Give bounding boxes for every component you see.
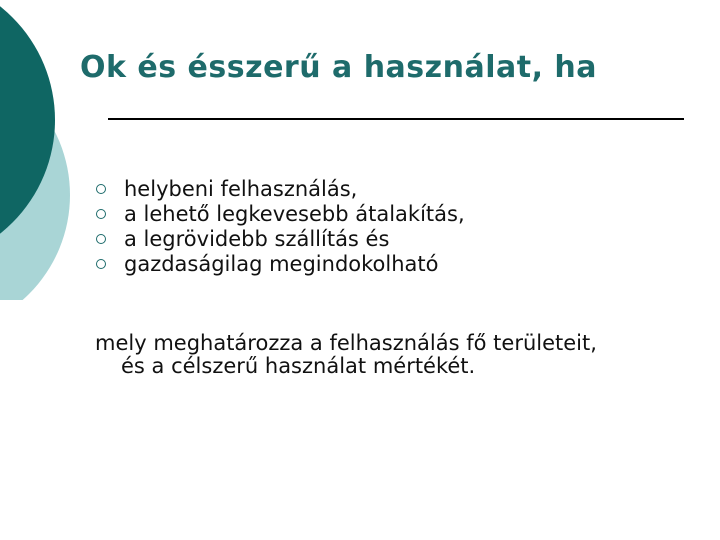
bullet-circle-icon bbox=[96, 259, 106, 269]
body-paragraph bbox=[95, 332, 705, 378]
bullet-circle-icon bbox=[96, 234, 106, 244]
bullet-item bbox=[96, 176, 465, 201]
bullet-text: gazdaságilag megindokolható bbox=[124, 251, 439, 276]
bullet-text: a legrövidebb szállítás és bbox=[124, 226, 390, 251]
bullet-item bbox=[96, 201, 465, 226]
bullet-list bbox=[96, 176, 465, 276]
bullet-circle-icon bbox=[96, 184, 106, 194]
bullet-item bbox=[96, 226, 465, 251]
title-underline bbox=[108, 118, 684, 120]
bullet-item bbox=[96, 251, 465, 276]
paragraph-line: és a célszerű használat mértékét. bbox=[121, 354, 476, 378]
bullet-circle-icon bbox=[96, 209, 106, 219]
slide-title: Ok és ésszerű a használat, ha bbox=[80, 50, 598, 85]
paragraph-line: mely meghatározza a felhasználás fő területeit, bbox=[95, 331, 597, 355]
bullet-text: a lehető legkevesebb átalakítás, bbox=[124, 201, 465, 226]
bullet-text: helybeni felhasználás, bbox=[124, 176, 358, 201]
